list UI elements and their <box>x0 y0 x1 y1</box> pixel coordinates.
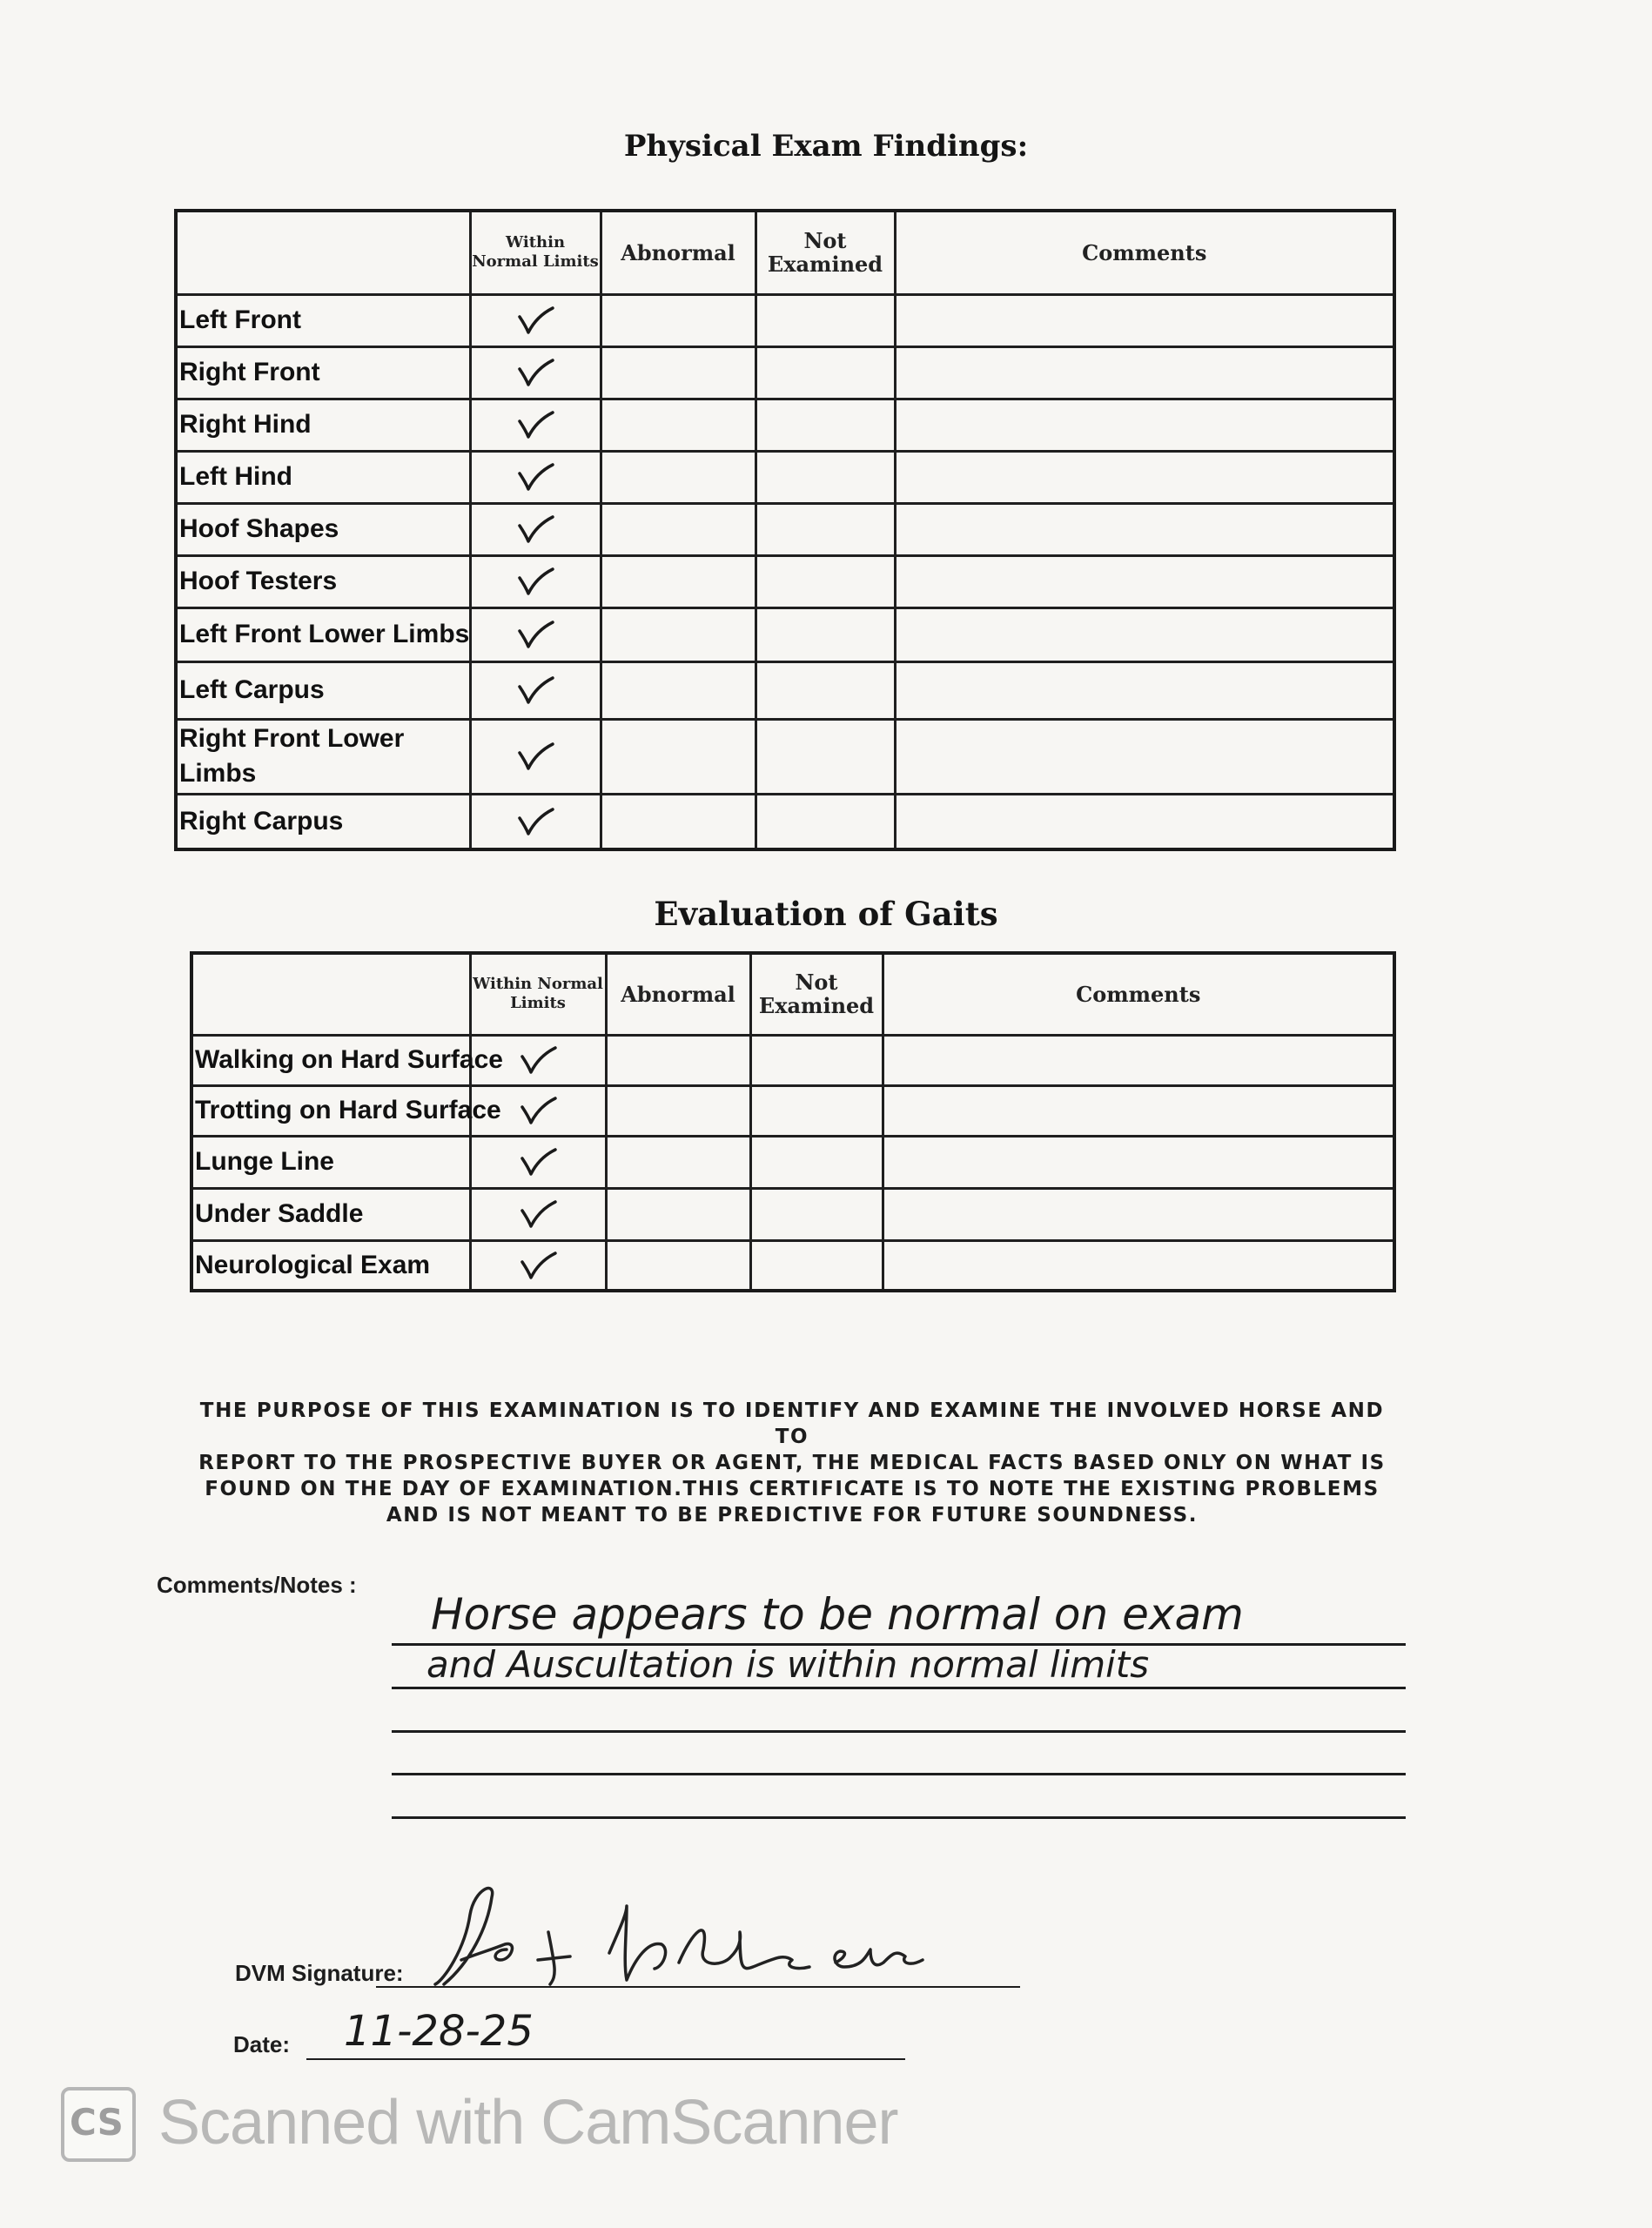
watermark-text: Scanned with CamScanner <box>158 2088 898 2158</box>
comments-header: Comments <box>883 953 1394 1035</box>
abnormal-cell <box>601 719 755 794</box>
disclaimer-line: FOUND ON THE DAY OF EXAMINATION.THIS CERTIFICATE IS TO NOTE THE EXISTING PROBLEMS <box>205 1478 1380 1500</box>
check-mark-icon <box>514 619 556 650</box>
check-mark-icon <box>517 1044 559 1076</box>
check-mark-icon <box>517 1095 559 1126</box>
comments-cell <box>883 1035 1394 1085</box>
not-examined-header: Not Examined <box>755 211 895 294</box>
gait-row <box>191 1188 1394 1240</box>
notes-label: Comments/Notes : <box>157 1572 357 1598</box>
date-value: 11-28-25 <box>344 2007 534 2056</box>
comments-cell <box>895 451 1394 503</box>
abnormal-cell <box>601 607 755 661</box>
wnl-cell <box>470 661 601 719</box>
exam-row <box>176 719 1394 794</box>
comments-cell <box>895 607 1394 661</box>
notes-line-1: Horse appears to be normal on exam <box>431 1589 1244 1640</box>
exam-row-label: Right Front <box>176 346 470 399</box>
exam-row <box>176 555 1394 607</box>
not-examined-cell <box>750 1240 883 1291</box>
not-examined-cell <box>755 719 895 794</box>
wnl-header: Within Normal Limits <box>470 953 606 1035</box>
not-examined-cell <box>755 451 895 503</box>
comments-cell <box>895 661 1394 719</box>
check-mark-icon <box>514 305 556 336</box>
notes-rule <box>392 1773 1406 1775</box>
exam-row <box>176 294 1394 346</box>
wnl-cell <box>470 1188 606 1240</box>
notes-rule <box>392 1730 1406 1733</box>
wnl-header: Within Normal Limits <box>470 211 601 294</box>
signature-scribble <box>409 1880 966 2002</box>
notes-rule <box>392 1816 1406 1819</box>
not-examined-cell <box>755 346 895 399</box>
check-mark-icon <box>514 674 556 706</box>
check-mark-icon <box>514 461 556 493</box>
disclaimer <box>183 1398 1401 1528</box>
exam-row-label: Left Front <box>176 294 470 346</box>
exam-row <box>176 661 1394 719</box>
comments-cell <box>895 346 1394 399</box>
abnormal-header: Abnormal <box>601 211 755 294</box>
camscanner-watermark <box>61 2082 931 2169</box>
exam-row <box>176 451 1394 503</box>
comments-cell <box>883 1188 1394 1240</box>
gaits-table <box>190 951 1396 1292</box>
check-mark-icon <box>517 1146 559 1178</box>
wnl-cell <box>470 399 601 451</box>
not-examined-cell <box>750 1035 883 1085</box>
abnormal-cell <box>606 1085 750 1136</box>
wnl-cell <box>470 451 601 503</box>
wnl-cell <box>470 1240 606 1291</box>
exam-row-label: Right Front Lower Limbs <box>176 719 470 794</box>
comments-cell <box>895 399 1394 451</box>
not-examined-cell <box>750 1085 883 1136</box>
exam-row-label: Right Hind <box>176 399 470 451</box>
check-mark-icon <box>514 741 556 772</box>
check-mark-icon <box>514 357 556 388</box>
gait-row-label: Trotting on Hard Surface <box>191 1085 470 1136</box>
abnormal-cell <box>606 1240 750 1291</box>
signature-rule <box>376 1986 1020 1988</box>
gait-row-label: Neurological Exam <box>191 1240 470 1291</box>
exam-row-label: Left Hind <box>176 451 470 503</box>
exam-row-label: Right Carpus <box>176 794 470 849</box>
exam-row-label: Hoof Testers <box>176 555 470 607</box>
comments-cell <box>883 1136 1394 1188</box>
signature-label: DVM Signature: <box>235 1960 404 1986</box>
abnormal-cell <box>601 399 755 451</box>
not-examined-cell <box>755 555 895 607</box>
abnormal-cell <box>606 1035 750 1085</box>
label-header <box>176 211 470 294</box>
not-examined-cell <box>750 1188 883 1240</box>
abnormal-cell <box>601 294 755 346</box>
check-mark-icon <box>517 1198 559 1230</box>
wnl-cell <box>470 719 601 794</box>
check-mark-icon <box>514 409 556 440</box>
wnl-cell <box>470 794 601 849</box>
abnormal-header: Abnormal <box>606 953 750 1035</box>
abnormal-cell <box>601 503 755 555</box>
gait-row <box>191 1240 1394 1291</box>
abnormal-cell <box>601 794 755 849</box>
wnl-cell <box>470 555 601 607</box>
date-rule <box>306 2058 905 2060</box>
abnormal-cell <box>606 1188 750 1240</box>
camscanner-logo: CS <box>61 2087 136 2162</box>
comments-cell <box>883 1085 1394 1136</box>
notes-rule <box>392 1687 1406 1689</box>
gait-row-label: Walking on Hard Surface <box>191 1035 470 1085</box>
wnl-cell <box>470 607 601 661</box>
gaits-title: Evaluation of Gaits <box>654 895 998 933</box>
gait-row-label: Lunge Line <box>191 1136 470 1188</box>
gait-row <box>191 1085 1394 1136</box>
disclaimer-line: THE PURPOSE OF THIS EXAMINATION IS TO IDENTIFY AND EXAMINE THE INVOLVED HORSE AND TO <box>199 1399 1385 1448</box>
physical-exam-table <box>174 209 1396 851</box>
exam-row-label: Hoof Shapes <box>176 503 470 555</box>
abnormal-cell <box>601 661 755 719</box>
gait-row-label: Under Saddle <box>191 1188 470 1240</box>
notes-line-2: and Auscultation is within normal limits <box>426 1643 1150 1686</box>
wnl-cell <box>470 503 601 555</box>
abnormal-cell <box>601 451 755 503</box>
not-examined-header: Not Examined <box>750 953 883 1035</box>
exam-row <box>176 794 1394 849</box>
gait-row <box>191 1035 1394 1085</box>
exam-row <box>176 346 1394 399</box>
comments-cell <box>895 555 1394 607</box>
not-examined-cell <box>755 399 895 451</box>
abnormal-cell <box>601 346 755 399</box>
comments-cell <box>895 719 1394 794</box>
check-mark-icon <box>514 806 556 837</box>
comments-cell <box>895 294 1394 346</box>
exam-row <box>176 503 1394 555</box>
abnormal-cell <box>606 1136 750 1188</box>
not-examined-cell <box>755 503 895 555</box>
disclaimer-line: REPORT TO THE PROSPECTIVE BUYER OR AGENT, THE MEDICAL FACTS BASED ONLY ON WHAT IS <box>198 1452 1386 1474</box>
label-header <box>191 953 470 1035</box>
check-mark-icon <box>514 513 556 545</box>
date-label: Date: <box>233 2031 291 2057</box>
gait-row <box>191 1136 1394 1188</box>
comments-cell <box>883 1240 1394 1291</box>
disclaimer-line: AND IS NOT MEANT TO BE PREDICTIVE FOR FUTURE SOUNDNESS. <box>386 1504 1199 1527</box>
abnormal-cell <box>601 555 755 607</box>
wnl-cell <box>470 294 601 346</box>
wnl-cell <box>470 1136 606 1188</box>
exam-row-label: Left Front Lower Limbs <box>176 607 470 661</box>
not-examined-cell <box>755 607 895 661</box>
exam-row <box>176 607 1394 661</box>
comments-cell <box>895 794 1394 849</box>
exam-row <box>176 399 1394 451</box>
check-mark-icon <box>514 566 556 597</box>
not-examined-cell <box>755 794 895 849</box>
not-examined-cell <box>755 294 895 346</box>
not-examined-cell <box>755 661 895 719</box>
exam-row-label: Left Carpus <box>176 661 470 719</box>
wnl-cell <box>470 346 601 399</box>
comments-cell <box>895 503 1394 555</box>
not-examined-cell <box>750 1136 883 1188</box>
check-mark-icon <box>517 1250 559 1281</box>
physical-exam-title: Physical Exam Findings: <box>623 129 1029 164</box>
comments-header: Comments <box>895 211 1394 294</box>
